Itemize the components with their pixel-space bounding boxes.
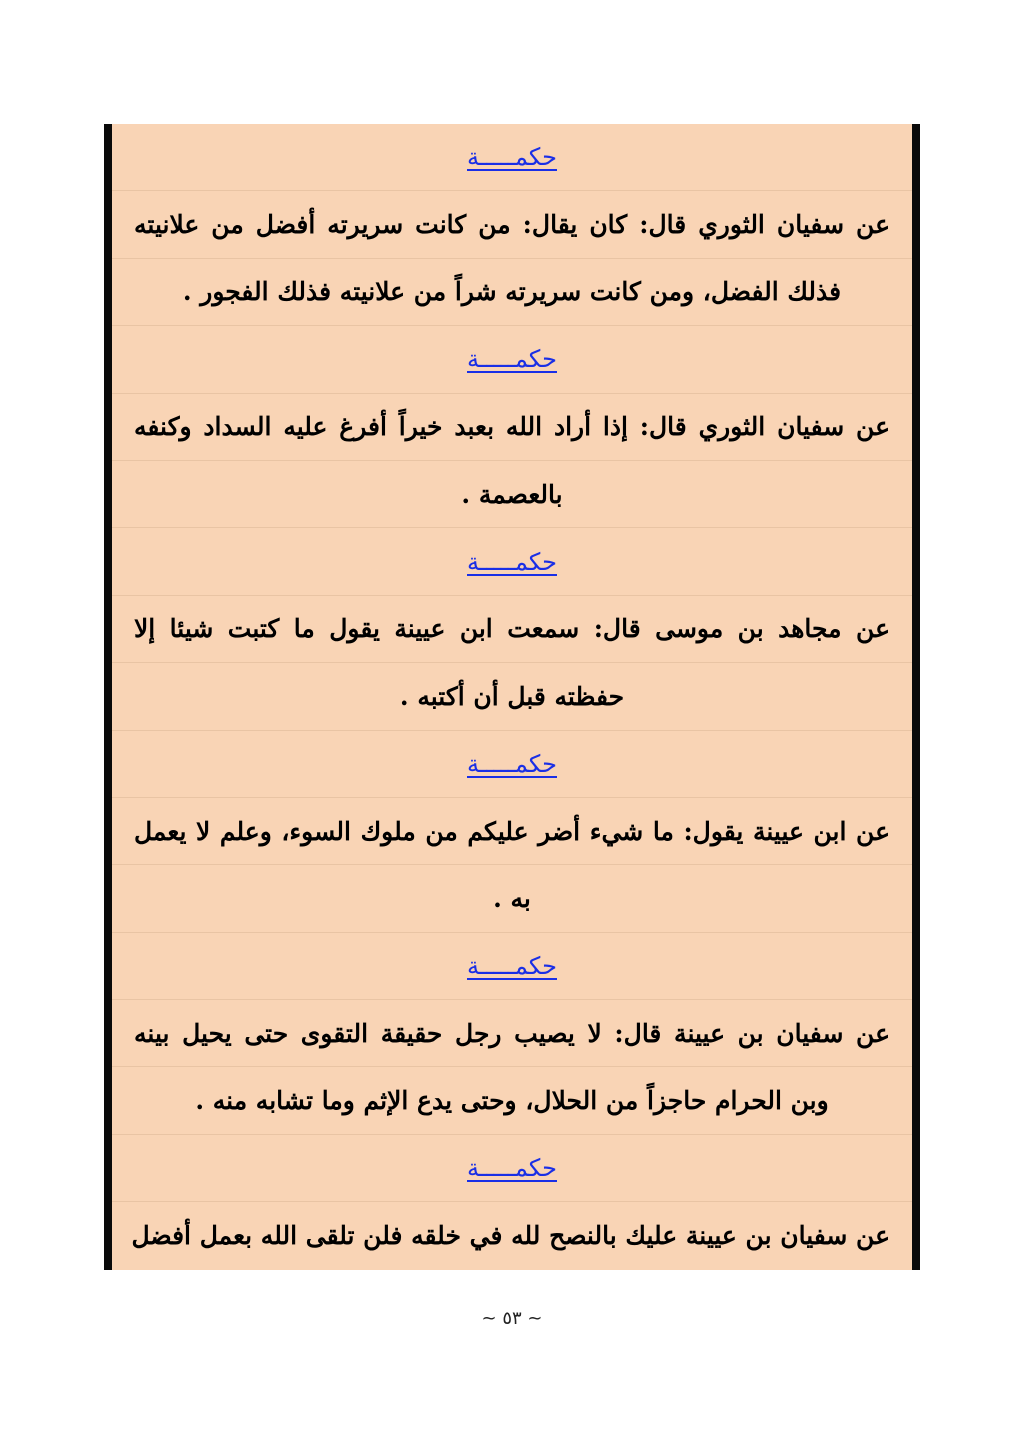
entry-title <box>112 528 912 595</box>
entry-text: فذلك الفضل، ومن كانت سريرته شراً من علانيته فذلك الفجور . <box>182 277 842 307</box>
entry-title-link[interactable]: حكمـــــة <box>467 749 557 778</box>
entry-text-line <box>112 259 912 326</box>
entry-text: به . <box>493 883 531 913</box>
entry-text: عن سفيان بن عيينة عليك بالنصح لله في خلقه فلن تلقى الله بعمل أفضل <box>131 1221 890 1251</box>
entry-text: عن ابن عيينة يقول: ما شيء أضر عليكم من ملوك السوء، وعلم لا يعمل <box>134 816 890 846</box>
entry-text: حفظته قبل أن أكتبه . <box>399 681 625 711</box>
entry-text-line <box>112 865 912 932</box>
entry-text: بالعصمة . <box>461 479 563 509</box>
entry-text-line <box>112 1000 912 1067</box>
entry-title-link[interactable]: حكمـــــة <box>467 951 557 980</box>
entry-title-link[interactable]: حكمـــــة <box>467 345 557 374</box>
entry-title <box>112 933 912 1000</box>
entry-title-link[interactable]: حكمـــــة <box>467 1154 557 1183</box>
entry-title-link[interactable]: حكمـــــة <box>467 143 557 172</box>
entry-text: عن سفيان الثوري قال: كان يقال: من كانت سريرته أفضل من علانيته <box>134 210 890 240</box>
entry-title <box>112 1135 912 1202</box>
page-number: ~ ٥٣ ~ <box>481 1308 543 1329</box>
entry-text: عن مجاهد بن موسى قال: سمعت ابن عيينة يقول ما كتبت شيئا إلا <box>134 614 890 644</box>
entry-text-line <box>112 596 912 663</box>
entry-text-line <box>112 663 912 730</box>
entry-title-link[interactable]: حكمـــــة <box>467 547 557 576</box>
entry-title <box>112 731 912 798</box>
entry-text-line <box>112 798 912 865</box>
entry-text: عن سفيان الثوري قال: إذا أراد الله بعبد خيراً أفرغ عليه السداد وكنفه <box>134 412 890 442</box>
entry-text: عن سفيان بن عيينة قال: لا يصيب رجل حقيقة التقوى حتى يحيل بينه <box>134 1018 890 1048</box>
entry-text-line <box>112 461 912 528</box>
entry-text-line <box>112 394 912 461</box>
entry-text-line <box>112 1202 912 1269</box>
content-panel <box>104 124 920 1270</box>
entry-text-line <box>112 191 912 258</box>
entry-title <box>112 326 912 393</box>
entry-text: وبن الحرام حاجزاً من الحلال، وحتى يدع الإثم وما تشابه منه . <box>195 1086 829 1116</box>
entry-text-line <box>112 1067 912 1134</box>
entry-title <box>112 124 912 191</box>
